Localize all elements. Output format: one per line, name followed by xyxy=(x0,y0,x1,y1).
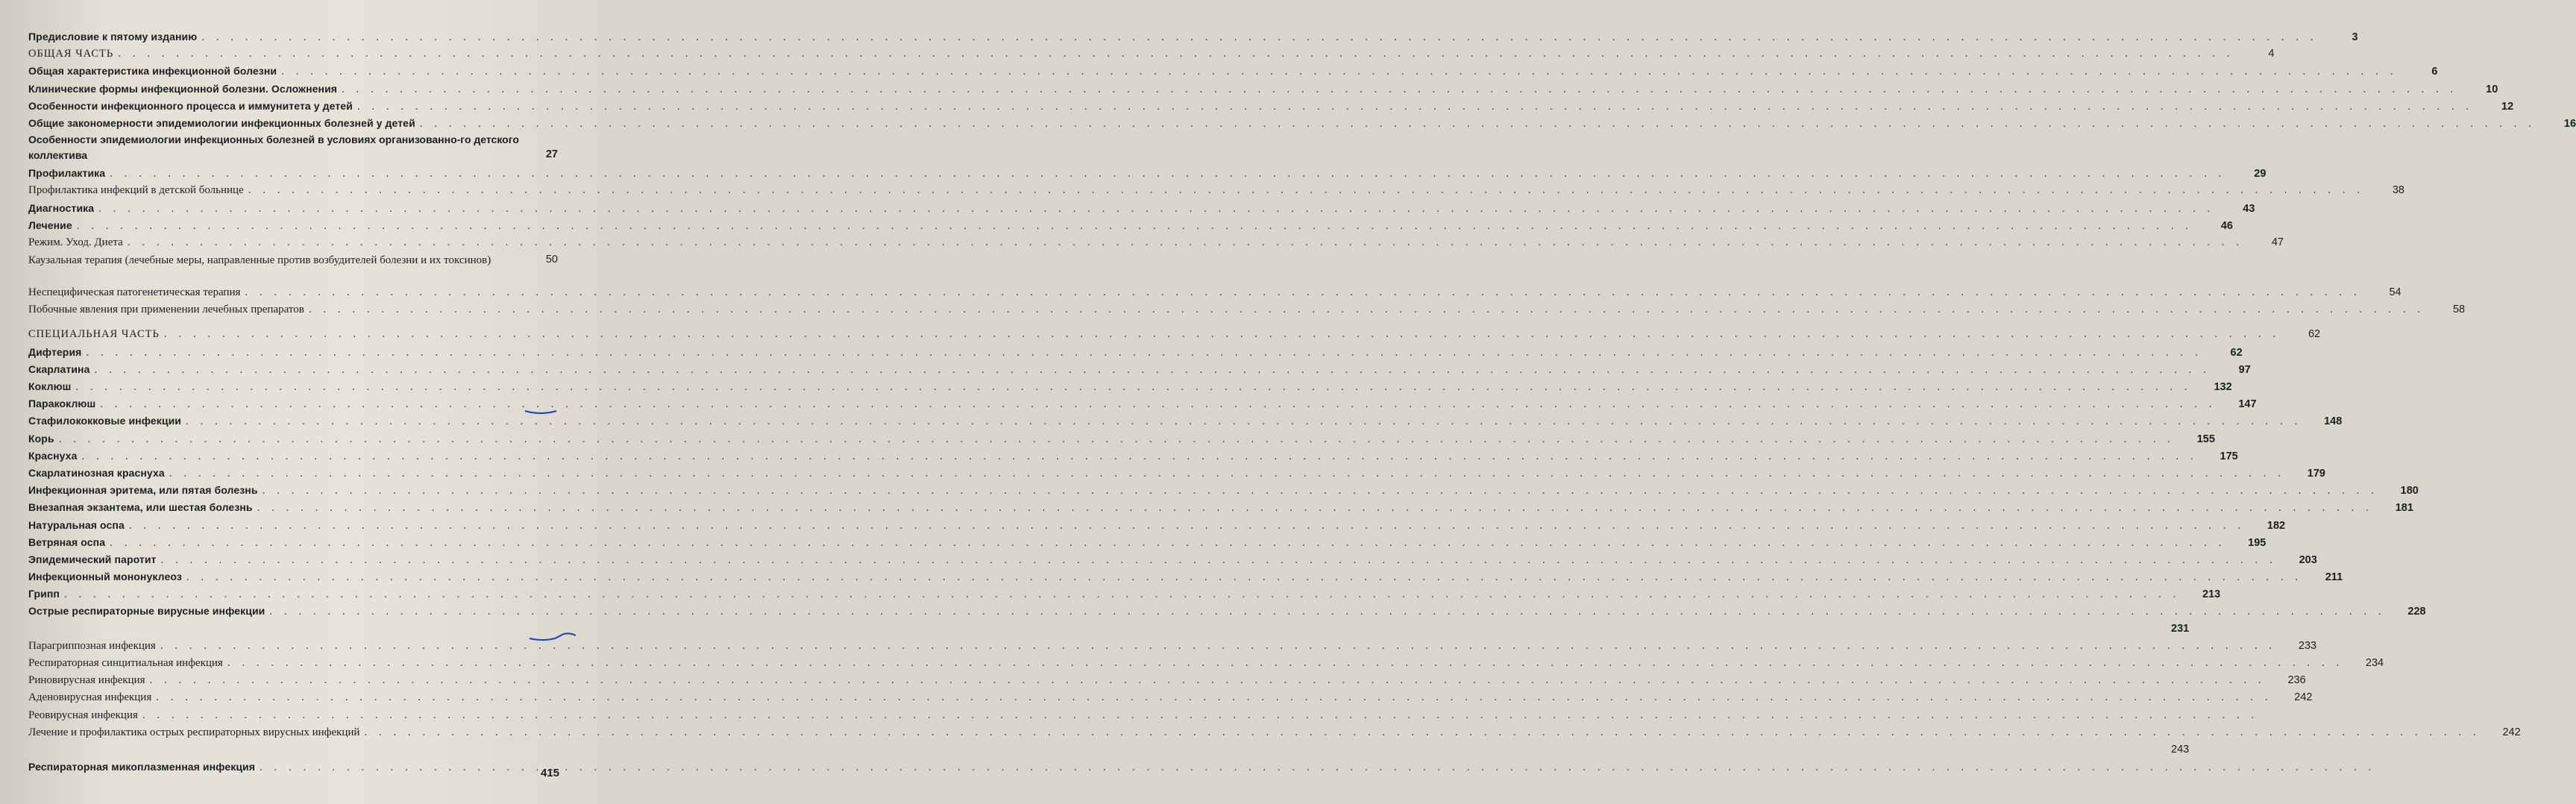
toc-entry-title: Режим. Уход. Диета xyxy=(28,236,123,248)
dot-leader xyxy=(245,284,2360,301)
toc-entry xyxy=(28,568,2343,585)
toc-entry-title: Респираторная микоплазменная инфекция xyxy=(28,761,256,773)
toc-entry-title: Острые респираторные вирусные инфекции xyxy=(28,605,266,618)
dot-leader xyxy=(95,362,2211,379)
toc-entry xyxy=(28,217,2233,234)
toc-entry xyxy=(28,621,2190,638)
toc-entry xyxy=(28,344,2243,361)
toc-entry-page: 242 xyxy=(2294,691,2313,704)
dot-leader xyxy=(186,413,2302,430)
toc-entry-page: 54 xyxy=(2389,286,2401,299)
dot-leader xyxy=(86,345,2202,362)
toc-entry xyxy=(28,234,2284,251)
toc-entry-title: Профилактика xyxy=(28,167,106,180)
toc-entry-title: Особенности инфекционного процесса и иммунитета у детей xyxy=(28,99,353,112)
toc-entry xyxy=(28,378,2232,395)
toc-entry-title: Инфекционный мононуклеоз xyxy=(28,571,182,583)
toc-entry xyxy=(28,534,2266,551)
dot-leader xyxy=(257,500,2373,517)
toc-entry xyxy=(28,115,2576,132)
toc-entry-page: 58 xyxy=(2452,304,2466,316)
table-of-contents xyxy=(28,28,2576,776)
toc-entry xyxy=(28,482,2419,499)
toc-entry xyxy=(28,301,2466,318)
dot-leader xyxy=(357,98,2473,116)
dot-leader xyxy=(98,201,2214,218)
dot-leader xyxy=(164,326,2280,343)
dot-leader xyxy=(263,483,2378,500)
dot-leader xyxy=(201,29,2317,46)
toc-entry xyxy=(28,412,2343,430)
dot-leader xyxy=(309,301,2425,318)
toc-entry xyxy=(28,430,2215,447)
toc-entry-title: Скарлатина xyxy=(28,362,90,375)
dot-leader xyxy=(75,379,2191,396)
toc-entry xyxy=(28,326,2321,343)
toc-entry xyxy=(28,603,2426,620)
toc-entry-title: Аденовирусная инфекция xyxy=(28,691,152,704)
toc-entry-page: 236 xyxy=(2287,674,2306,687)
dot-leader xyxy=(128,234,2243,251)
page-number-footer: 415 xyxy=(540,767,559,779)
toc-entry xyxy=(28,200,2255,217)
toc-entry-title: Инфекционная эритема, или пятая болезнь xyxy=(28,484,258,497)
toc-entry-title: Стафилококковые инфекции xyxy=(28,415,182,427)
toc-entry-title: Побочные явления при применении лечебных препаратов xyxy=(28,304,304,316)
toc-entry-page: 132 xyxy=(2214,381,2232,393)
toc-entry-page: 29 xyxy=(2254,168,2266,180)
toc-entry-page: 27 xyxy=(545,148,558,160)
toc-entry-page: 242 xyxy=(2502,726,2521,738)
dot-leader xyxy=(110,166,2225,183)
toc-entry xyxy=(28,759,558,776)
toc-entry-page: 6 xyxy=(2431,66,2438,78)
toc-entry-page: 228 xyxy=(2407,606,2426,618)
toc-entry-title: Профилактика инфекций в детской больнице xyxy=(28,184,244,197)
dot-leader xyxy=(149,672,2265,689)
dot-leader xyxy=(342,81,2457,98)
toc-entry-title: Каузальная терапия (лечебные меры, направленные против возбудителей болезни и их токсинов) xyxy=(28,254,491,267)
toc-entry-title: Эпидемический паротит xyxy=(28,553,157,565)
toc-entry xyxy=(28,447,2238,465)
dot-leader xyxy=(110,535,2225,552)
toc-entry-title: Корь xyxy=(28,432,54,445)
toc-entry-title: Диагностика xyxy=(28,201,95,214)
toc-entry-page: 195 xyxy=(2248,536,2266,549)
toc-entry xyxy=(28,672,2306,689)
toc-entry xyxy=(28,689,2313,706)
toc-entry-page: 234 xyxy=(2365,657,2384,669)
toc-entry-page: 38 xyxy=(2392,184,2404,197)
toc-entry-page: 97 xyxy=(2238,363,2251,376)
dot-leader xyxy=(248,182,2364,199)
toc-entry-title: СПЕЦИАЛЬНАЯ ЧАСТЬ xyxy=(28,328,160,341)
toc-entry-page: 179 xyxy=(2307,467,2325,480)
dot-leader xyxy=(169,465,2285,483)
toc-entry-page: 175 xyxy=(2220,450,2238,462)
toc-entry xyxy=(28,465,2325,482)
section-gap xyxy=(28,318,558,326)
toc-entry-page: 180 xyxy=(2400,485,2419,497)
toc-entry-title: Грипп xyxy=(28,588,60,600)
toc-entry-title: Лечение xyxy=(28,219,72,231)
toc-entry-title: Особенности эпидемиологии инфекционных болезней в условиях организованно-го детского коллектива xyxy=(28,134,519,162)
toc-entry-page: 147 xyxy=(2238,398,2257,411)
dot-leader xyxy=(81,448,2197,465)
toc-entry-page: 43 xyxy=(2243,202,2255,215)
toc-entry-title: Парагриппозная инфекция xyxy=(28,639,156,652)
toc-entry-page: 50 xyxy=(545,254,558,266)
dot-leader xyxy=(281,63,2397,81)
toc-entry-page: 243 xyxy=(2171,743,2190,756)
pen-underline-mark xyxy=(522,406,567,421)
dot-leader xyxy=(129,518,2245,535)
toc-entry-title: Дифтерия xyxy=(28,345,82,358)
toc-entry-page: 46 xyxy=(2220,219,2233,232)
dot-leader xyxy=(77,218,2193,235)
toc-entry-title: Респираторная синцитиальная инфекция xyxy=(28,657,223,669)
toc-entry-page: 12 xyxy=(2501,100,2514,113)
dot-leader xyxy=(260,759,2375,776)
toc-entry xyxy=(28,28,2358,45)
dot-leader xyxy=(59,431,2175,448)
toc-entry xyxy=(28,45,2275,63)
toc-entry-title: Неспецифическая патогенетическая терапия xyxy=(28,286,241,299)
toc-entry-page: 231 xyxy=(2171,622,2190,635)
toc-entry-page: 203 xyxy=(2299,553,2317,566)
toc-entry-page: 47 xyxy=(2271,236,2284,248)
toc-entry-page: 155 xyxy=(2196,433,2215,445)
toc-entry-title: Скарлатинозная краснуха xyxy=(28,466,165,479)
toc-entry xyxy=(28,724,2521,741)
dot-leader xyxy=(364,724,2480,741)
toc-entry-title: Предисловие к пятому изданию xyxy=(28,31,198,43)
toc-entry xyxy=(28,499,2413,516)
toc-entry-title: Ветряная оспа xyxy=(28,536,106,548)
dot-leader xyxy=(100,396,2216,413)
toc-entry-page: 10 xyxy=(2486,83,2498,95)
toc-entry xyxy=(28,81,2498,98)
dot-leader xyxy=(161,552,2277,569)
toc-entry xyxy=(28,655,2384,672)
toc-entry-page: 16 xyxy=(2563,117,2576,130)
dot-leader xyxy=(156,689,2272,706)
toc-entry xyxy=(28,251,558,284)
toc-entry-title: Риновирусная инфекция xyxy=(28,674,145,687)
toc-entry-title: Клинические формы инфекционной болезни. Осложнения xyxy=(28,82,338,95)
toc-entry-title: Краснуха xyxy=(28,449,78,462)
toc-entry xyxy=(28,284,2401,301)
dot-leader xyxy=(227,655,2343,672)
dot-leader xyxy=(269,603,2385,621)
toc-entry-title: Общая характеристика инфекционной болезни xyxy=(28,65,277,78)
toc-entry xyxy=(28,165,2266,182)
toc-entry-page: 62 xyxy=(2308,328,2321,341)
dot-leader xyxy=(118,45,2234,63)
toc-entry-page: 3 xyxy=(2352,31,2358,43)
dot-leader xyxy=(160,638,2276,655)
toc-entry xyxy=(28,98,2514,115)
toc-entry xyxy=(28,517,2286,534)
toc-entry-page: 4 xyxy=(2268,48,2275,60)
dot-leader xyxy=(420,116,2536,133)
toc-entry-page: 62 xyxy=(2230,346,2243,359)
toc-entry xyxy=(28,361,2251,378)
toc-entry xyxy=(28,395,2257,412)
toc-entry-title: ОБЩАЯ ЧАСТЬ xyxy=(28,48,114,60)
toc-entry xyxy=(28,741,2190,759)
toc-entry-title: Реовирусная инфекция xyxy=(28,709,138,721)
toc-entry-title: Общие закономерности эпидемиологии инфекционных болезней у детей xyxy=(28,116,415,129)
toc-entry-page: 182 xyxy=(2266,519,2286,532)
toc-entry-title: Коклюш xyxy=(28,380,72,392)
toc-entry xyxy=(28,585,2221,603)
pen-check-mark xyxy=(528,628,580,650)
toc-entry xyxy=(28,63,2438,80)
toc-entry xyxy=(28,707,558,724)
dot-leader xyxy=(142,707,2258,724)
toc-entry xyxy=(28,132,558,165)
toc-entry-page: 213 xyxy=(2202,588,2221,601)
toc-entry xyxy=(28,551,2317,568)
dot-leader xyxy=(186,569,2302,586)
toc-entry-page: 233 xyxy=(2298,639,2317,652)
toc-entry-page: 148 xyxy=(2324,415,2343,428)
dot-leader xyxy=(64,586,2180,603)
toc-entry xyxy=(28,182,2404,199)
toc-entry-title: Лечение и профилактика острых респираторных вирусных инфекций xyxy=(28,726,360,738)
toc-entry xyxy=(28,638,2317,655)
toc-entry-title: Внезапная экзантема, или шестая болезнь xyxy=(28,501,253,514)
toc-entry-title: Паракоклюш xyxy=(28,398,96,410)
toc-entry-title: Натуральная оспа xyxy=(28,518,125,531)
toc-entry-page: 181 xyxy=(2395,502,2413,515)
toc-entry-page: 211 xyxy=(2325,571,2343,584)
